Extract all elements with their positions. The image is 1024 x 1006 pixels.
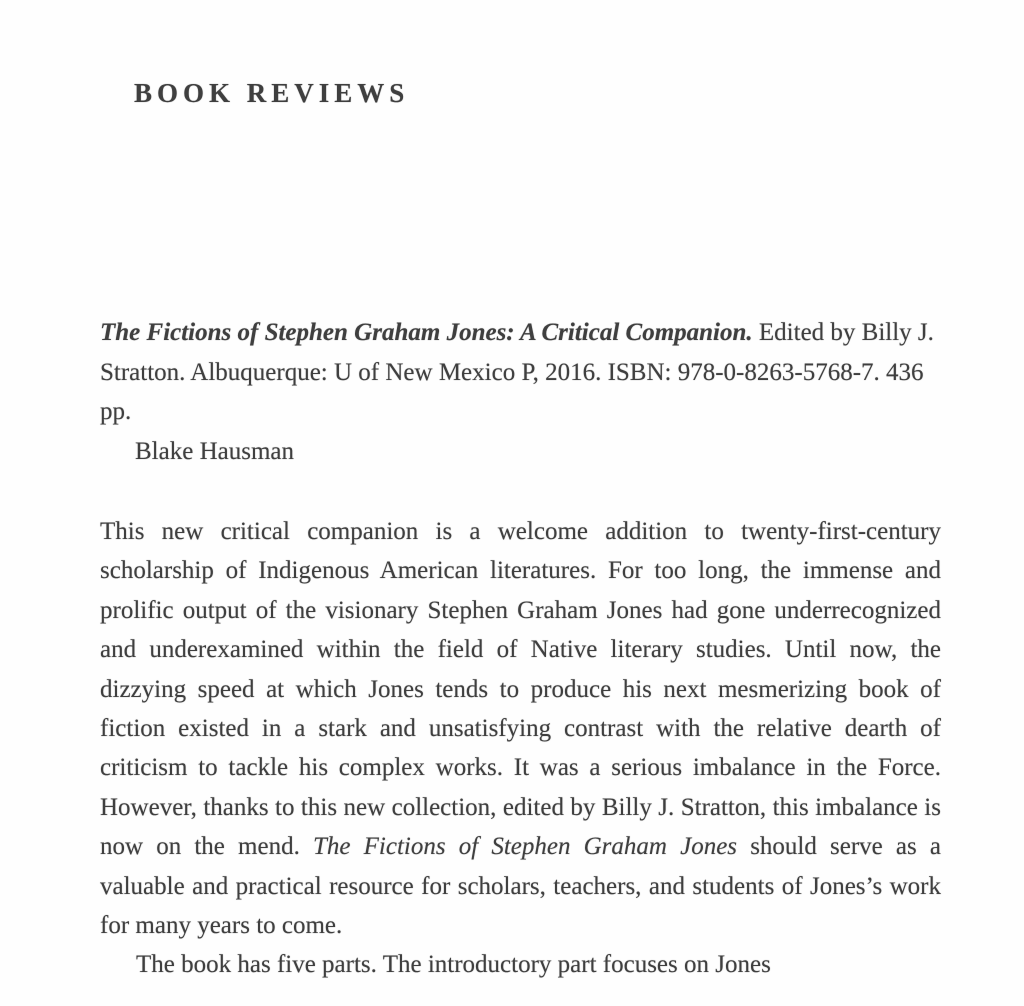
citation-details: Edited by Billy J. Stratton. Albuquerque: U of New Mexico P, 2016. ISBN: 978-0-8263-5768-7. 436 pp.: [100, 319, 934, 425]
paragraph-2-partial: The book has five parts. The introductory part focuses on Jones: [136, 951, 771, 979]
book-title: The Fictions of Stephen Graham Jones: A Critical Companion.: [100, 319, 753, 346]
book-citation-block: [100, 313, 948, 471]
paragraph-1-inline-book-title: The Fictions of Stephen Graham Jones: [313, 833, 738, 861]
paragraph-1-text-end: should serve as a valuable and practical resource for scholars, teachers, and students of Jones’s work for many years to come.: [100, 833, 942, 940]
reviewer-name: Blake Hausman: [135, 437, 294, 465]
section-header: BOOK REVIEWS: [134, 78, 410, 108]
paragraph-1-text-start: This new critical companion is a welcome addition to twenty-first-century scholarship of Indigenous American literatures. For too long, the immense and prolific output of the visionary Stephen Graham Jones had gone underrecognized and underexamined within the field of Native literary studies. Until now, the dizzying speed at which Jones tends to produce his next mesmerizing book of fiction existed in a stark and unsatisfying contrast with the relative dearth of criticism to tackle his complex works. It was a serious imbalance in the Force. However, thanks to this new collection, edited by Billy J. Stratton, this imbalance is now on the mend.: [100, 518, 941, 861]
book-citation: [100, 313, 948, 432]
review-body: [100, 512, 941, 985]
paragraph-1: [100, 512, 941, 945]
